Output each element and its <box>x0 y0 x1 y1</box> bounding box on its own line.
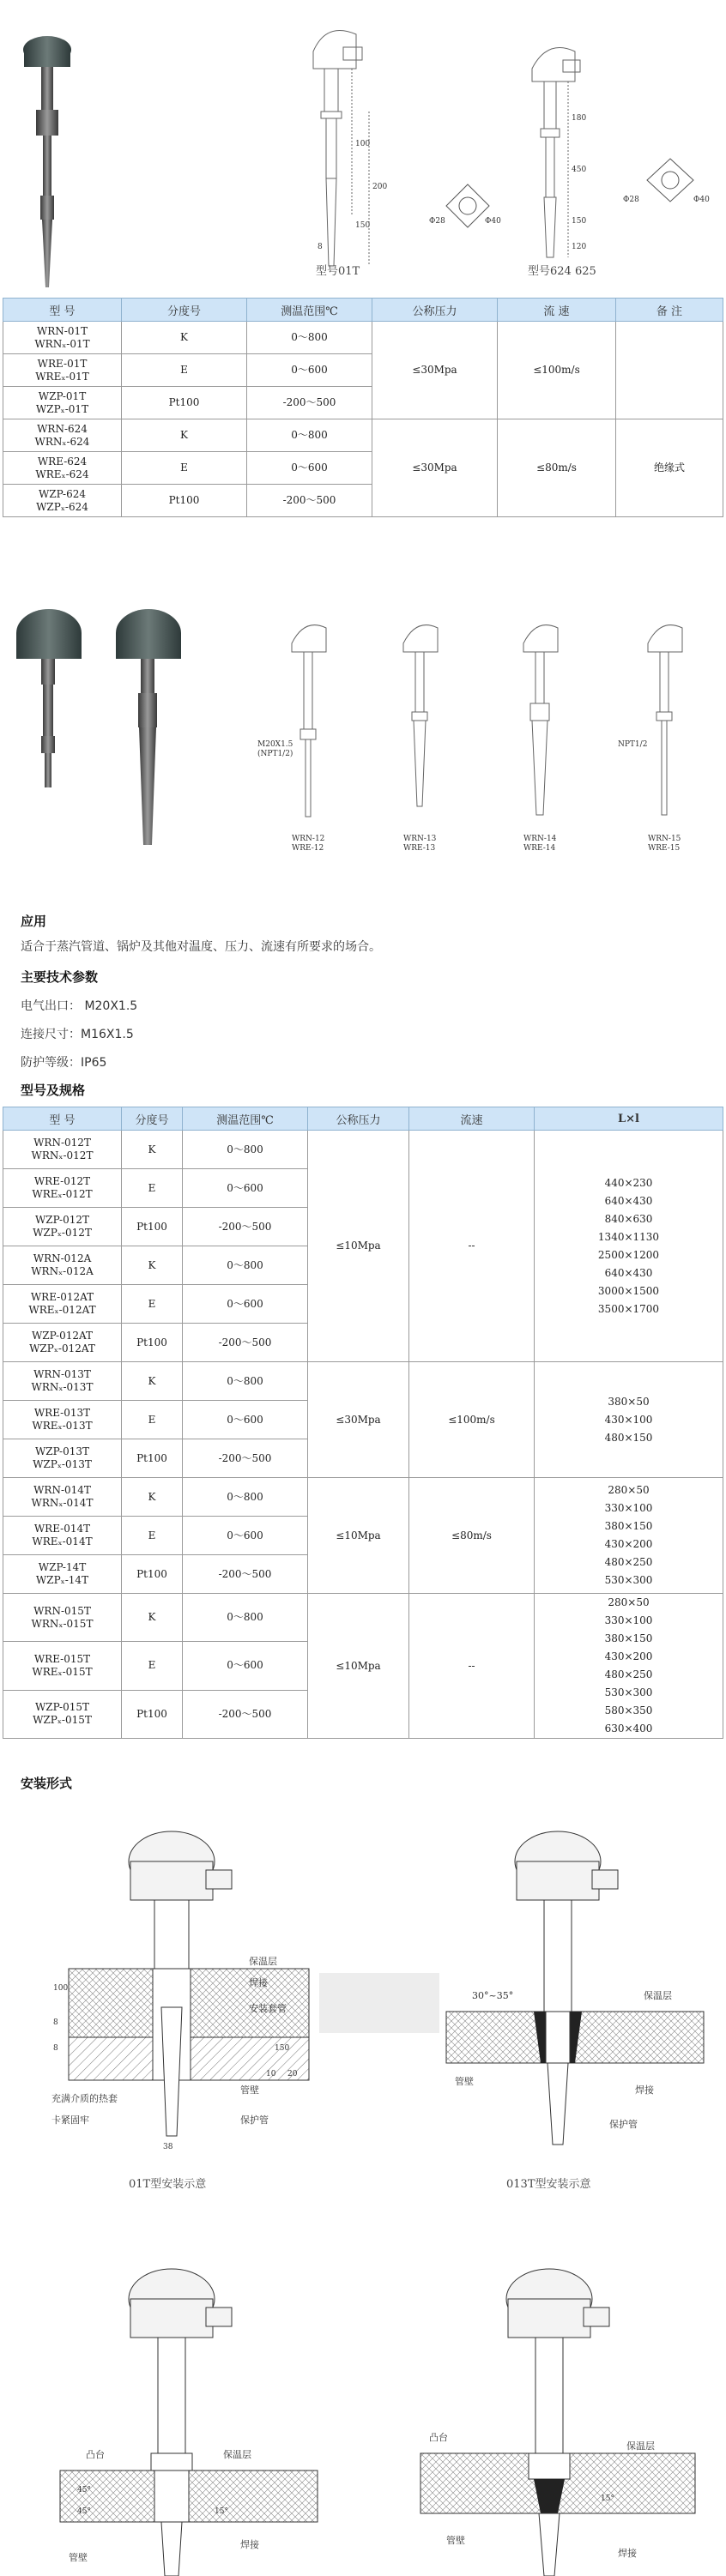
cell-model: WRN-014T WRNₓ-014T <box>3 1478 122 1517</box>
specs-title: 型号及规格 <box>21 1083 86 1098</box>
table1-header-row <box>3 299 723 322</box>
cell-range: -200～500 <box>183 1324 308 1362</box>
dim-01t-0: 100 <box>355 140 371 148</box>
table2-header-speed: 流速 <box>409 1107 535 1131</box>
fig4-label-3: 管壁 <box>446 2535 465 2546</box>
table-row <box>3 1594 723 1642</box>
cell-model: WZP-01T WZPₓ-01T <box>3 387 122 419</box>
cell-model: WZP-624 WZPₓ-624 <box>3 485 122 517</box>
fig4-label-2: 15° <box>601 2495 614 2503</box>
flange-dim-phi40: Φ40 <box>485 217 501 226</box>
cell-grad: E <box>122 1285 183 1324</box>
cell-lxl: 280×50 330×100 380×150 430×200 480×250 530×300 580×350 630×400 <box>535 1594 723 1739</box>
cell-range: -200～500 <box>183 1208 308 1246</box>
dim-624-1: 450 <box>572 166 587 174</box>
fig3-label-5: 焊接 <box>240 2539 259 2550</box>
cell-model: WRE-014T WREₓ-014T <box>3 1517 122 1555</box>
table1-header-note: 备 注 <box>616 299 723 322</box>
cell-model: WRE-015T WREₓ-015T <box>3 1642 122 1690</box>
cell-range: 0～600 <box>247 452 372 485</box>
drawings-12-15 <box>257 609 721 858</box>
cell-grad: E <box>122 1401 183 1439</box>
dim-01t-1: 200 <box>372 183 388 191</box>
cell-range: 0～800 <box>247 322 372 354</box>
fig3-label-2: 45° <box>77 2486 91 2495</box>
cell-model: WRE-012T WREₓ-012T <box>3 1169 122 1208</box>
cell-range: 0～800 <box>183 1131 308 1169</box>
fig4-label-4: 焊接 <box>618 2548 637 2559</box>
cell-pressure: ≤30Mpa <box>372 322 498 419</box>
cell-speed: ≤80m/s <box>498 419 616 517</box>
table2-header-row <box>3 1107 723 1131</box>
cell-grad: K <box>122 1594 183 1642</box>
fig1-label-2: 安装套管 <box>249 2003 287 2014</box>
cell-model: WRN-012T WRNₓ-012T <box>3 1131 122 1169</box>
label-wrn-12: WRN-12 WRE-12 <box>292 835 325 853</box>
fig2-label-3: 焊接 <box>635 2084 654 2096</box>
table-row <box>3 1131 723 1169</box>
cell-range: 0～600 <box>247 354 372 387</box>
caption-624: 型号624 625 <box>528 265 596 278</box>
params-title: 主要技术参数 <box>21 969 99 985</box>
thread-note-1: M20X1.5 (NPT1/2) <box>257 740 293 758</box>
fig2-label-4: 保护管 <box>609 2119 638 2130</box>
cell-range: -200～500 <box>247 485 372 517</box>
cell-model: WRN-013T WRNₓ-013T <box>3 1362 122 1401</box>
cell-range: 0～800 <box>247 419 372 452</box>
flange-dim-624-phi28: Φ28 <box>623 196 639 204</box>
label-wrn-14: WRN-14 WRE-14 <box>523 835 557 853</box>
table2-header-lxl: L×l <box>535 1107 723 1131</box>
cell-grad: K <box>122 1362 183 1401</box>
param-line-1: 连接尺寸：M16X1.5 <box>21 1028 134 1041</box>
fig3-label-0: 凸台 <box>86 2449 105 2460</box>
flange-view-01t <box>429 180 506 232</box>
cell-grad: Pt100 <box>122 1324 183 1362</box>
application-title: 应用 <box>21 914 47 929</box>
dim-624-2: 150 <box>572 217 587 226</box>
flange-dim-phi28: Φ28 <box>429 217 445 226</box>
thermocouple-photo-01t <box>17 34 77 292</box>
top-figures <box>0 0 726 296</box>
cell-pressure: ≤10Mpa <box>308 1131 409 1362</box>
cell-grad: Pt100 <box>122 485 247 517</box>
table1-body <box>3 322 723 517</box>
install-diagram-01t <box>51 1801 343 2196</box>
table-row <box>3 1362 723 1401</box>
fig2-caption: 013T型安装示意 <box>506 2178 591 2191</box>
fig3-label-6: 管壁 <box>69 2552 88 2563</box>
cell-grad: Pt100 <box>122 1439 183 1478</box>
cell-range: 0～600 <box>183 1642 308 1690</box>
fig1-dim-5: 20 <box>287 2070 298 2078</box>
cell-grad: K <box>122 322 247 354</box>
dim-01t-2: 150 <box>355 221 371 230</box>
fig1-dim-0: 100 <box>53 1984 69 1993</box>
cell-range: -200～500 <box>183 1690 308 1738</box>
table2-header-model: 型 号 <box>3 1107 122 1131</box>
cell-range: 0～600 <box>183 1401 308 1439</box>
fig1-label-1: 焊接 <box>249 1977 268 1988</box>
cell-model: WRN-624 WRNₓ-624 <box>3 419 122 452</box>
cell-grad: Pt100 <box>122 1690 183 1738</box>
cell-speed: ≤100m/s <box>409 1362 535 1478</box>
fig1-caption: 01T型安装示意 <box>129 2178 207 2191</box>
install-title: 安装形式 <box>21 1776 73 1791</box>
fig3-label-3: 45° <box>77 2507 91 2516</box>
table2-section <box>0 1107 726 1739</box>
cell-pressure: ≤30Mpa <box>308 1362 409 1478</box>
table1-header-speed: 流 速 <box>498 299 616 322</box>
fig2-label-2: 管壁 <box>455 2076 474 2087</box>
fig1-label-4: 卡紧固牢 <box>51 2114 89 2126</box>
cell-range: 0～800 <box>183 1594 308 1642</box>
cell-lxl: 280×50 330×100 380×150 430×200 480×250 530×300 <box>535 1478 723 1594</box>
dim-01t-3: 8 <box>318 243 323 251</box>
flange-view-624 <box>623 154 717 206</box>
cell-model: WZP-015T WZPₓ-015T <box>3 1690 122 1738</box>
cell-model: WRE-01T WREₓ-01T <box>3 354 122 387</box>
fig1-dim-6: 38 <box>163 2143 173 2151</box>
table1-section <box>0 298 726 517</box>
cell-pressure: ≤30Mpa <box>372 419 498 517</box>
table1-header-pressure: 公称压力 <box>372 299 498 322</box>
table-row <box>3 322 723 354</box>
cell-range: -200～500 <box>183 1555 308 1594</box>
table-row <box>3 419 723 452</box>
table1-header-grad: 分度号 <box>122 299 247 322</box>
cell-range: 0～800 <box>183 1246 308 1285</box>
cell-model: WRN-015T WRNₓ-015T <box>3 1594 122 1642</box>
cell-grad: Pt100 <box>122 1555 183 1594</box>
application-text: 适合于蒸汽管道、锅炉及其他对温度、压力、流速有所要求的场合。 <box>21 940 381 954</box>
table2-body <box>3 1131 723 1739</box>
cell-grad: E <box>122 1642 183 1690</box>
thread-note-2: NPT1/2 <box>618 740 648 749</box>
cell-speed: -- <box>409 1131 535 1362</box>
drawing-01t <box>292 17 429 274</box>
cell-note <box>616 322 723 419</box>
thermocouple-photo-a <box>10 600 105 789</box>
fig1-dim-4: 10 <box>266 2070 276 2078</box>
table2-header-grad: 分度号 <box>122 1107 183 1131</box>
cell-range: -200～500 <box>183 1439 308 1478</box>
cell-grad: K <box>122 1478 183 1517</box>
spec-table-1 <box>3 298 723 517</box>
param-line-0: 电气出口： M20X1.5 <box>21 999 138 1013</box>
table-row <box>3 1478 723 1517</box>
fig3-label-4: 15° <box>215 2507 228 2516</box>
fig1-label-6: 保护管 <box>240 2114 269 2126</box>
cell-model: WZP-013T WZPₓ-013T <box>3 1439 122 1478</box>
label-wrn-13: WRN-13 WRE-13 <box>403 835 437 853</box>
caption-01t: 型号01T <box>316 265 360 278</box>
fig1-label-5: 管壁 <box>240 2084 259 2096</box>
cell-grad: E <box>122 452 247 485</box>
flange-dim-624-phi40: Φ40 <box>693 196 710 204</box>
cell-model: WRN-01T WRNₓ-01T <box>3 322 122 354</box>
cell-grad: K <box>122 1131 183 1169</box>
cell-pressure: ≤10Mpa <box>308 1478 409 1594</box>
cell-model: WRE-624 WREₓ-624 <box>3 452 122 485</box>
thermocouple-photo-b <box>101 600 196 849</box>
cell-range: 0～600 <box>183 1285 308 1324</box>
table2-header-range: 测温范围℃ <box>183 1107 308 1131</box>
cell-range: 0～600 <box>183 1517 308 1555</box>
cell-grad: K <box>122 419 247 452</box>
install-diagram-3 <box>51 2239 343 2576</box>
cell-lxl: 380×50 430×100 480×150 <box>535 1362 723 1478</box>
cell-model: WZP-012AT WZPₓ-012AT <box>3 1324 122 1362</box>
cell-model: WRE-012AT WREₓ-012AT <box>3 1285 122 1324</box>
label-wrn-15: WRN-15 WRE-15 <box>648 835 681 853</box>
cell-speed: ≤100m/s <box>498 322 616 419</box>
cell-grad: Pt100 <box>122 387 247 419</box>
install-diagram-013t <box>438 1801 712 2196</box>
cell-range: 0～800 <box>183 1362 308 1401</box>
cell-lxl: 440×230 640×430 840×630 1340×1130 2500×1200 640×430 3000×1500 3500×1700 <box>535 1131 723 1362</box>
cell-range: 0～800 <box>183 1478 308 1517</box>
cell-model: WRN-012A WRNₓ-012A <box>3 1246 122 1285</box>
param-line-2: 防护等级：IP65 <box>21 1056 107 1070</box>
dim-624-3: 120 <box>572 243 587 251</box>
cell-model: WZP-14T WZPₓ-14T <box>3 1555 122 1594</box>
fig1-dim-3: 150 <box>275 2044 290 2053</box>
fig2-label-0: 30°~35° <box>472 1990 514 2001</box>
fig4-label-1: 保温层 <box>626 2440 655 2452</box>
cell-grad: E <box>122 1169 183 1208</box>
cell-pressure: ≤10Mpa <box>308 1594 409 1739</box>
cell-grad: K <box>122 1246 183 1285</box>
fig1-label-0: 保温层 <box>249 1956 277 1967</box>
dim-624-0: 180 <box>572 114 587 123</box>
cell-model: WZP-012T WZPₓ-012T <box>3 1208 122 1246</box>
fig4-label-0: 凸台 <box>429 2432 448 2443</box>
drawing-624 <box>515 34 618 274</box>
cell-speed: -- <box>409 1594 535 1739</box>
fig1-label-3: 充满介质的热套 <box>51 2093 118 2104</box>
cell-note: 绝缘式 <box>616 419 723 517</box>
fig1-dim-1: 8 <box>53 2018 58 2027</box>
table1-header-range: 测温范围℃ <box>247 299 372 322</box>
cell-grad: Pt100 <box>122 1208 183 1246</box>
install-diagram-4 <box>412 2239 712 2576</box>
table1-header-model: 型 号 <box>3 299 122 322</box>
mid-figures <box>0 592 726 875</box>
cell-speed: ≤80m/s <box>409 1478 535 1594</box>
cell-range: 0～600 <box>183 1169 308 1208</box>
cell-grad: E <box>122 354 247 387</box>
cell-range: -200～500 <box>247 387 372 419</box>
fig1-dim-2: 8 <box>53 2044 58 2053</box>
fig3-label-1: 保温层 <box>223 2449 251 2460</box>
spec-table-2 <box>3 1107 723 1739</box>
table2-header-pressure: 公称压力 <box>308 1107 409 1131</box>
cell-model: WRE-013T WREₓ-013T <box>3 1401 122 1439</box>
fig2-label-1: 保温层 <box>644 1990 672 2001</box>
cell-grad: E <box>122 1517 183 1555</box>
image-placeholder <box>319 1973 439 2033</box>
